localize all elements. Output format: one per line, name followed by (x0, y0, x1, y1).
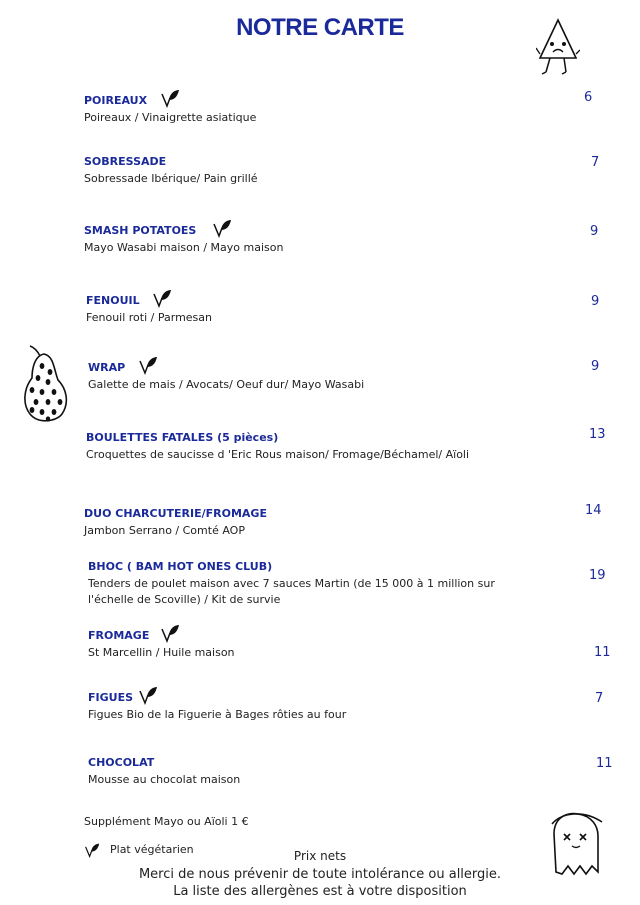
menu-item-description: Sobressade Ibérique/ Pain grillé (84, 172, 258, 185)
menu-item-description: Croquettes de saucisse d 'Eric Rous maison/ Fromage/Béchamel/ Aïoli (86, 448, 470, 461)
menu-item-name: POIREAUX (84, 94, 148, 107)
menu-item-price: 14 (585, 503, 602, 518)
menu-item-description: Mousse au chocolat maison (88, 773, 241, 786)
allergy-note: Merci de nous prévenir de toute intolérance ou allergie. (138, 867, 502, 882)
menu-item-price: 11 (596, 756, 613, 771)
supplement-note: Supplément Mayo ou Aïoli 1 € (84, 815, 249, 828)
menu-item-price: 6 (584, 90, 593, 105)
menu-item-description: Galette de mais / Avocats/ Oeuf dur/ Mayo Wasabi (88, 378, 365, 391)
menu-item-price: 7 (591, 155, 600, 170)
prices-note: Prix nets (293, 849, 347, 863)
allergen-list-note: La liste des allergènes est à votre disposition (173, 884, 467, 899)
menu-item-name: SMASH POTATOES (84, 224, 197, 237)
menu-item-price: 9 (591, 294, 600, 309)
triangle-character-icon (536, 18, 580, 78)
menu-item-description: Figues Bio de la Figuerie à Bages rôties au four (88, 708, 347, 721)
menu-item-name: DUO CHARCUTERIE/FROMAGE (84, 507, 267, 520)
menu-item-description-line2: l'échelle de Scoville) / Kit de survie (88, 593, 281, 606)
menu-item-name: FIGUES (88, 691, 134, 704)
menu-item-name: FROMAGE (88, 629, 150, 642)
leaf-icon (152, 288, 172, 308)
menu-item-name: BOULETTES FATALES (5 pièces) (86, 431, 279, 444)
veg-legend-label: Plat végétarien (110, 843, 194, 856)
menu-item-price: 13 (589, 427, 606, 442)
leaf-icon (160, 88, 180, 108)
menu-item-description: Tenders de poulet maison avec 7 sauces Martin (de 15 000 à 1 million sur (88, 577, 495, 590)
menu-item-name: BHOC ( BAM HOT ONES CLUB) (88, 560, 273, 573)
menu-item-description: Jambon Serrano / Comté AOP (84, 524, 245, 537)
leaf-icon (212, 218, 232, 238)
leaf-icon (138, 355, 158, 375)
page-title: NOTRE CARTE (236, 14, 404, 41)
menu-item-description: St Marcellin / Huile maison (88, 646, 235, 659)
menu-item-price: 7 (595, 691, 604, 706)
menu-item-price: 9 (591, 359, 600, 374)
leaf-icon (160, 623, 180, 643)
menu-item-price: 19 (589, 568, 606, 583)
menu-item-description: Fenouil roti / Parmesan (86, 311, 212, 324)
menu-item-name: WRAP (88, 361, 126, 374)
pear-icon (20, 344, 70, 424)
menu-item-description: Poireaux / Vinaigrette asiatique (84, 111, 257, 124)
menu-item-name: CHOCOLAT (88, 756, 155, 769)
leaf-icon (138, 685, 158, 705)
menu-item-name: FENOUIL (86, 294, 140, 307)
menu-item-price: 11 (594, 645, 611, 660)
menu-item-description: Mayo Wasabi maison / Mayo maison (84, 241, 284, 254)
menu-item-price: 9 (590, 224, 599, 239)
menu-item-name: SOBRESSADE (84, 155, 167, 168)
